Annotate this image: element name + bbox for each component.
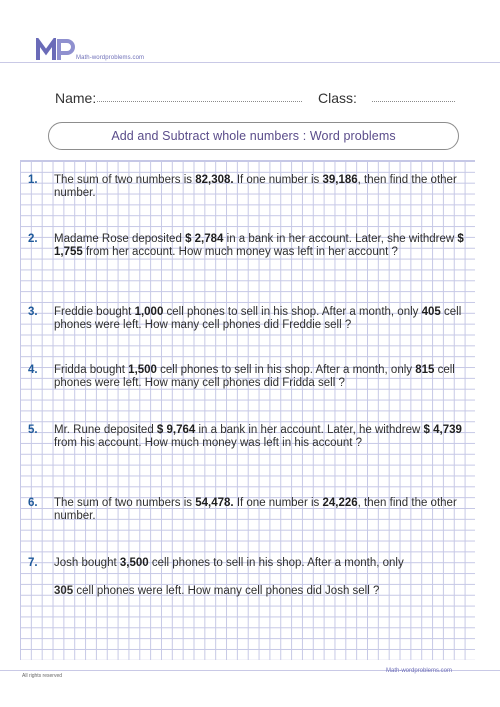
name-label: Name: xyxy=(55,90,97,106)
problem-number: 5. xyxy=(28,424,38,436)
problem-text: Freddie bought 1,000 cell phones to sell in his shop. After a month, only 405 cell phones were left. How many cell phones did Freddie sell ? xyxy=(54,306,462,331)
header-rule xyxy=(0,62,500,63)
worksheet-title-box xyxy=(48,122,459,150)
problem-number: 7. xyxy=(28,557,38,569)
worksheet-title: Add and Subtract whole numbers : Word problems xyxy=(111,129,396,143)
problem-number: 3. xyxy=(28,306,38,318)
class-label: Class: xyxy=(318,90,357,106)
problem-text-line-2: 305 cell phones were left. How many cell phones did Josh sell ? xyxy=(54,585,380,597)
problem-number: 4. xyxy=(28,364,38,376)
problem-number: 2. xyxy=(28,233,38,245)
problem-number: 6. xyxy=(28,497,38,509)
site-name: Math-wordproblems.com xyxy=(76,55,145,61)
mp-logo-icon xyxy=(36,38,76,62)
problem-number: 1. xyxy=(28,174,38,186)
rights-text: All rights reserved xyxy=(22,673,63,679)
problem-text-line-1: Josh bought 3,500 cell phones to sell in his shop. After a month, only xyxy=(54,557,404,569)
footer-site-name: Math-wordproblems.com xyxy=(386,668,453,674)
problem-text: Madame Rose deposited $ 2,784 in a bank in her account. Later, she withdrew $ 1,755 from her account. How much money was left in her account ? xyxy=(54,233,464,258)
problem-text: The sum of two numbers is 54,478. If one number is 24,226, then find the other number. xyxy=(54,497,457,522)
problem-text: Mr. Rune deposited $ 9,764 in a bank in her account. Later, he withdrew $ 4,739 from his account. How much money was left in his account ? xyxy=(54,424,462,449)
name-blank-line[interactable] xyxy=(97,101,302,102)
problem-text: The sum of two numbers is 82,308. If one number is 39,186, then find the other number. xyxy=(54,174,457,199)
problem-text: Fridda bought 1,500 cell phones to sell in his shop. After a month, only 815 cell phones were left. How many cell phones did Fridda sell ? xyxy=(54,364,455,389)
class-blank-line[interactable] xyxy=(372,101,455,102)
